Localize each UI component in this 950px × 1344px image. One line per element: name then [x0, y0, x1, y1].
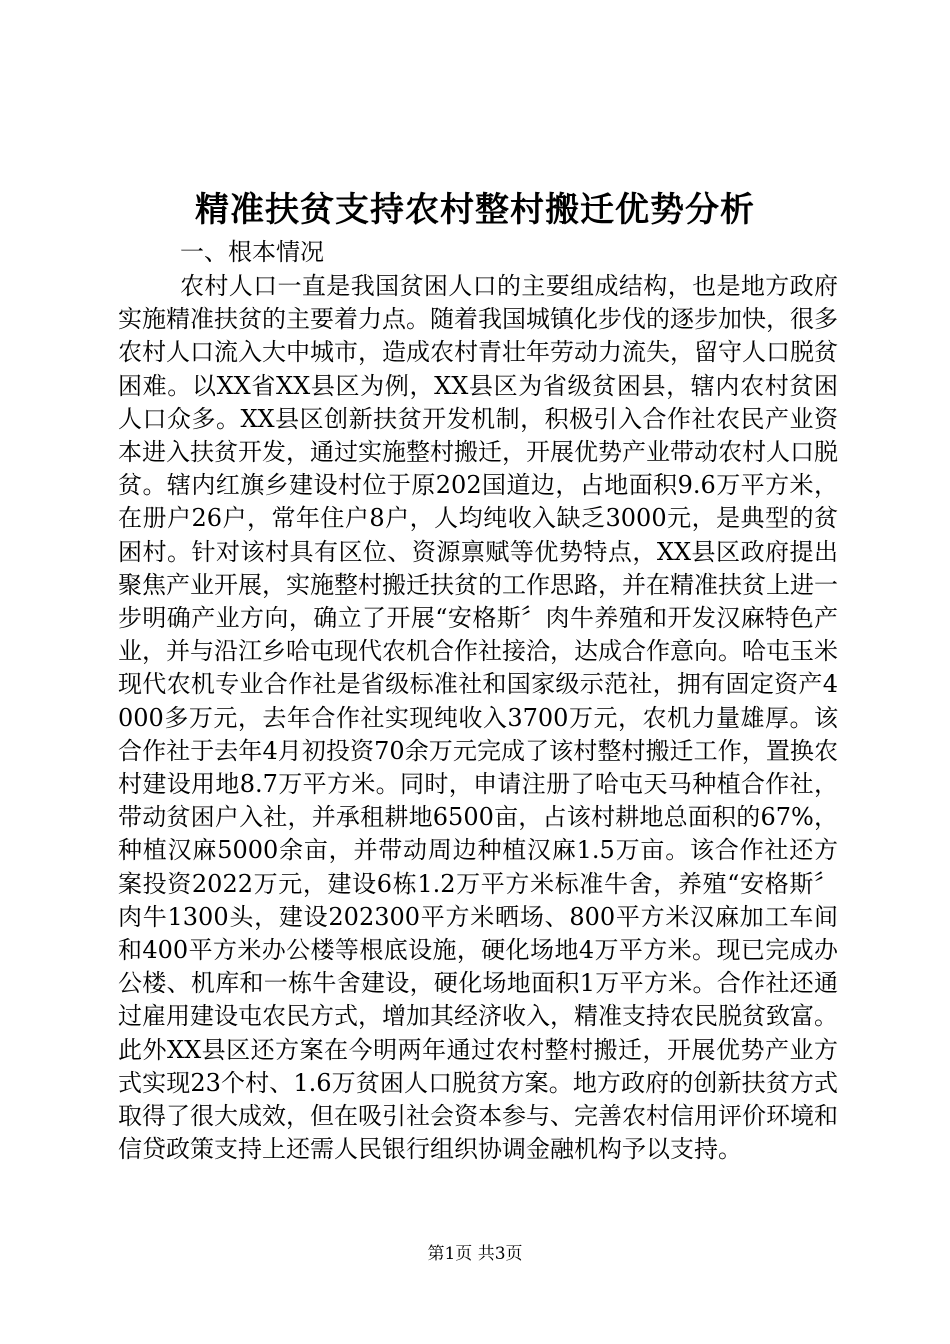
body-paragraph: 农村人口一直是我国贫困人口的主要组成结构，也是地方政府实施精准扶贫的主要着力点。随着我国城镇化步伐的逐步加快，很多农村人口流入大中城市，造成农村青壮年劳动力流失，留守人口脱贫困难。以XX省XX县区为例，XX县区为省级贫困县，辖内农村贫困人口众多。XX县区创新扶贫开发机制，积极引入合作社农民产业资本进入扶贫开发，通过实施整村搬迁，开展优势产业带动农村人口脱贫。辖内红旗乡建设村位于原202国道边，占地面积9.6万平方米，在册户26户，常年住户8户，人均纯收入缺乏3000元，是典型的贫困村。针对该村具有区位、资源禀赋等优势特点，XX县区政府提出聚焦产业开展，实施整村搬迁扶贫的工作思路，并在精准扶贫上进一步明确产业方向，确立了开展“安格斯〞肉牛养殖和开发汉麻特色产业，并与沿江乡哈屯现代农机合作社接洽，达成合作意向。哈屯玉米现代农机专业合作社是省级标准社和国家级示范社，拥有固定资产4000多万元，去年合作社实现纯收入3700万元，农机力量雄厚。该合作社于去年4月初投资70余万元完成了该村整村搬迁工作，置换农村建设用地8.7万平方米。同时，申请注册了哈屯天马种植合作社，带动贫困户入社，并承租耕地6500亩，占该村耕地总面积的67%，种植汉麻5000余亩，并带动周边种植汉麻1.5万亩。该合作社还方案投资2022万元，建设6栋1.2万平方米标准牛舍，养殖“安格斯〞肉牛1300头，建设202300平方米晒场、800平方米汉麻加工车间和400平方米办公楼等根底设施，硬化场地4万平方米。现已完成办公楼、机库和一栋牛舍建设，硬化场地面积1万平方米。合作社还通过雇用建设屯农民方式，增加其经济收入，精准支持农民脱贫致富。此外XX县区还方案在今明两年通过农村整村搬迁，开展优势产业方式实现23个村、1.6万贫困人口脱贫方案。地方政府的创新扶贫方式取得了很大成效，但在吸引社会资本参与、完善农村信用评价环境和信贷政策支持上还需人民银行组织协调金融机构予以支持。	[118, 272, 838, 1164]
page-footer: 第1页 共3页	[427, 1244, 523, 1264]
section-heading: 一、根本情况	[180, 238, 324, 266]
document-title: 精准扶贫支持农村整村搬迁优势分析	[195, 190, 755, 230]
